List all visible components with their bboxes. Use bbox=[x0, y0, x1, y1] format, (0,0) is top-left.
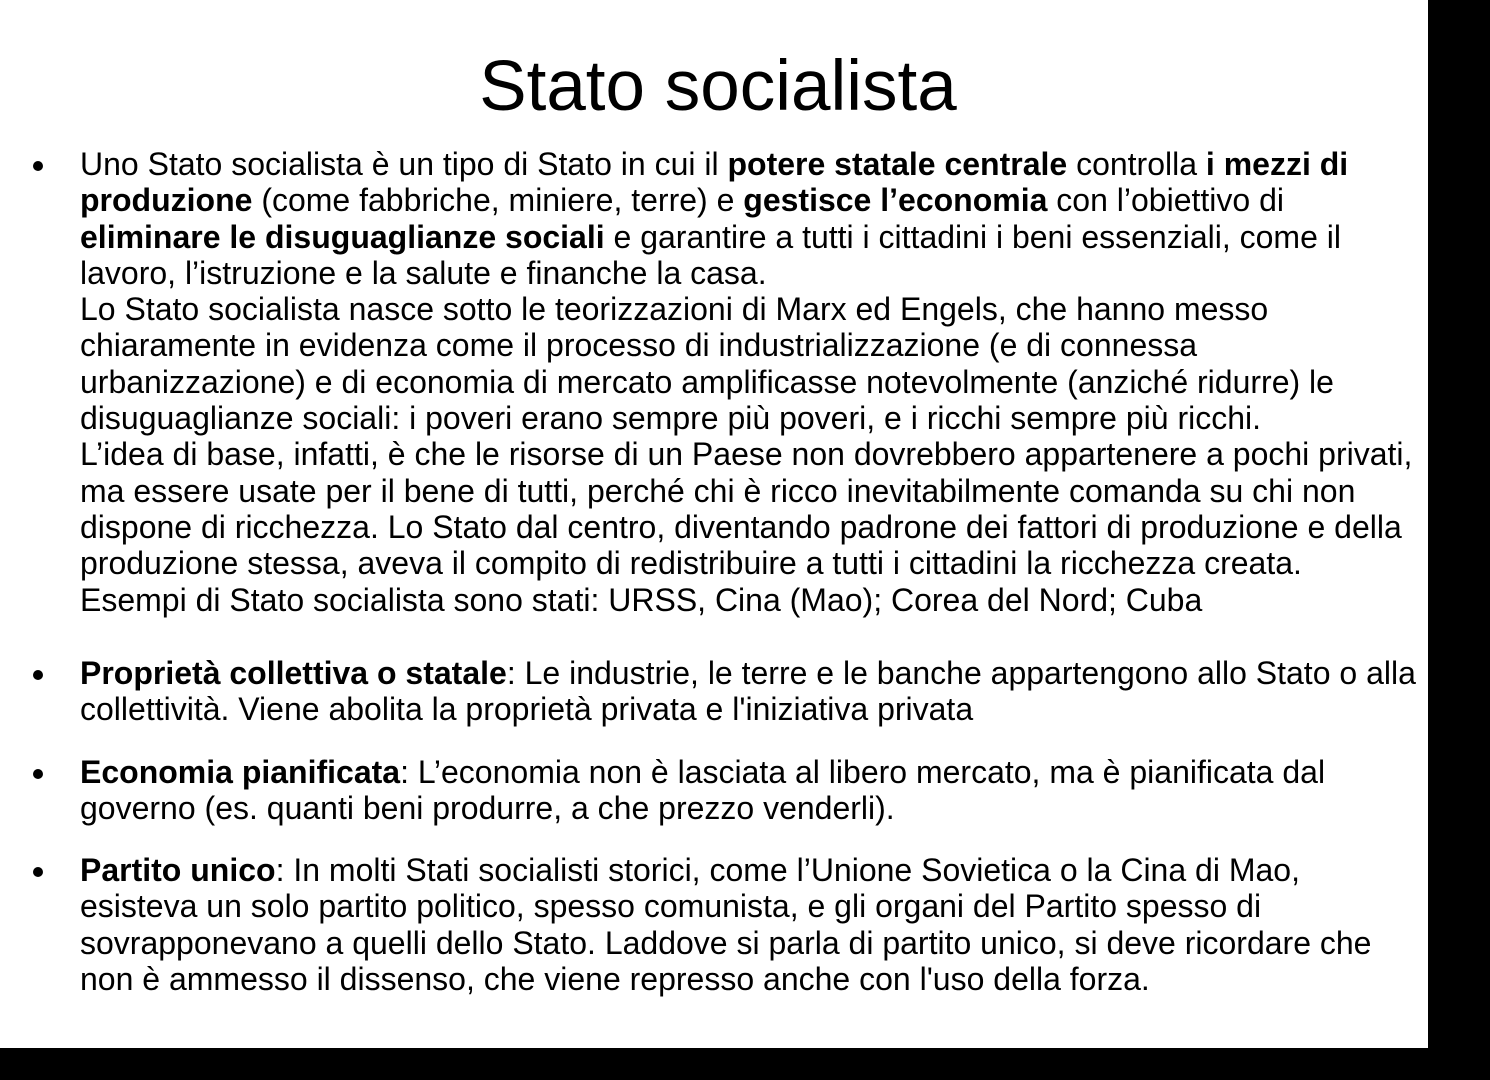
text-span: e garantire a tutti i cittadini i beni essenziali, come il bbox=[604, 218, 1341, 255]
bold-text: Economia pianificata bbox=[80, 754, 401, 790]
text-line bbox=[80, 852, 1371, 888]
text-span: Lo Stato socialista nasce sotto le teorizzazioni di Marx ed Engels, che hanno messo bbox=[80, 291, 1269, 328]
text-line bbox=[80, 364, 1412, 400]
bullet-text bbox=[80, 852, 1371, 997]
text-span: ma essere usate per il bene di tutti, perché chi è ricco inevitabilmente comanda su chi non bbox=[80, 472, 1356, 509]
text-span: : Le industrie, le terre e le banche appartengono allo Stato o alla bbox=[506, 655, 1416, 691]
text-line bbox=[80, 545, 1412, 581]
text-line bbox=[80, 146, 1412, 182]
bullet-icon bbox=[33, 670, 43, 680]
text-line bbox=[80, 291, 1412, 327]
bold-text: produzione bbox=[80, 182, 253, 219]
text-line bbox=[80, 754, 1325, 790]
text-span: chiaramente in evidenza come il processo di industrializzazione (e di connessa bbox=[80, 327, 1198, 364]
text-span: : In molti Stati socialisti storici, come l’Unione Sovietica o la Cina di Mao, bbox=[275, 852, 1300, 888]
text-line bbox=[80, 400, 1412, 436]
text-span: produzione stessa, aveva il compito di redistribuire a tutti i cittadini la ricchezza creata. bbox=[80, 545, 1302, 582]
text-span: disuguaglianze sociali: i poveri erano sempre più poveri, e i ricchi sempre più ricchi. bbox=[80, 400, 1261, 437]
text-line bbox=[80, 961, 1371, 997]
text-line bbox=[80, 691, 1416, 727]
bullet-icon bbox=[33, 867, 43, 877]
bold-text: Partito unico bbox=[80, 852, 276, 888]
bullet-text bbox=[80, 754, 1325, 827]
text-line bbox=[80, 182, 1412, 218]
bold-text: i mezzi di bbox=[1205, 146, 1349, 182]
text-line bbox=[80, 509, 1412, 545]
text-span: urbanizzazione) e di economia di mercato amplificasse notevolmente (anziché ridurre) le bbox=[80, 363, 1334, 400]
bold-text: gestisce l’economia bbox=[743, 182, 1048, 219]
text-span: governo (es. quanti beni produrre, a che prezzo venderli). bbox=[80, 790, 895, 827]
bullet-icon bbox=[33, 769, 43, 779]
text-span: lavoro, l’istruzione e la salute e finanche la casa. bbox=[80, 254, 767, 291]
text-span: Esempi di Stato socialista sono stati: URSS, Cina (Mao); Corea del Nord; Cuba bbox=[80, 581, 1203, 618]
bullet-text bbox=[80, 146, 1412, 618]
text-line bbox=[80, 582, 1412, 618]
text-span: : L’economia non è lasciata al libero mercato, ma è pianificata dal bbox=[400, 754, 1326, 790]
text-line bbox=[80, 655, 1416, 691]
text-span: non è ammesso il dissenso, che viene represso anche con l'uso della forza. bbox=[80, 960, 1150, 997]
text-span: L’idea di base, infatti, è che le risorse di un Paese non dovrebbero appartenere a pochi privati, bbox=[80, 436, 1413, 473]
text-line bbox=[80, 255, 1412, 291]
text-line bbox=[80, 925, 1371, 961]
text-line bbox=[80, 473, 1412, 509]
text-span: Uno Stato socialista è un tipo di Stato in cui il bbox=[80, 146, 728, 182]
text-line bbox=[80, 888, 1371, 924]
text-span: (come fabbriche, miniere, terre) e bbox=[252, 182, 744, 219]
text-span: collettività. Viene abolita la proprietà privata e l'iniziativa privata bbox=[80, 691, 974, 728]
bold-text: potere statale centrale bbox=[727, 146, 1068, 182]
text-line bbox=[80, 327, 1412, 363]
text-line bbox=[80, 219, 1412, 255]
text-span: dispone di ricchezza. Lo Stato dal centro, diventando padrone dei fattori di produzione e della bbox=[80, 508, 1402, 545]
bold-text: Proprietà collettiva o statale bbox=[80, 655, 507, 691]
text-span: sovrapponevano a quelli dello Stato. Laddove si parla di partito unico, si deve ricordare che bbox=[80, 924, 1372, 961]
page-title: Stato socialista bbox=[479, 47, 957, 126]
text-line bbox=[80, 436, 1412, 472]
bullet-icon bbox=[33, 161, 43, 171]
text-span: con l’obiettivo di bbox=[1047, 182, 1284, 219]
bullet-text bbox=[80, 655, 1416, 728]
bold-text: eliminare le disuguaglianze sociali bbox=[80, 218, 605, 255]
text-line bbox=[80, 790, 1325, 826]
text-span: esisteva un solo partito politico, spesso comunista, e gli organi del Partito spesso di bbox=[80, 888, 1262, 925]
text-span: controlla bbox=[1067, 146, 1206, 182]
